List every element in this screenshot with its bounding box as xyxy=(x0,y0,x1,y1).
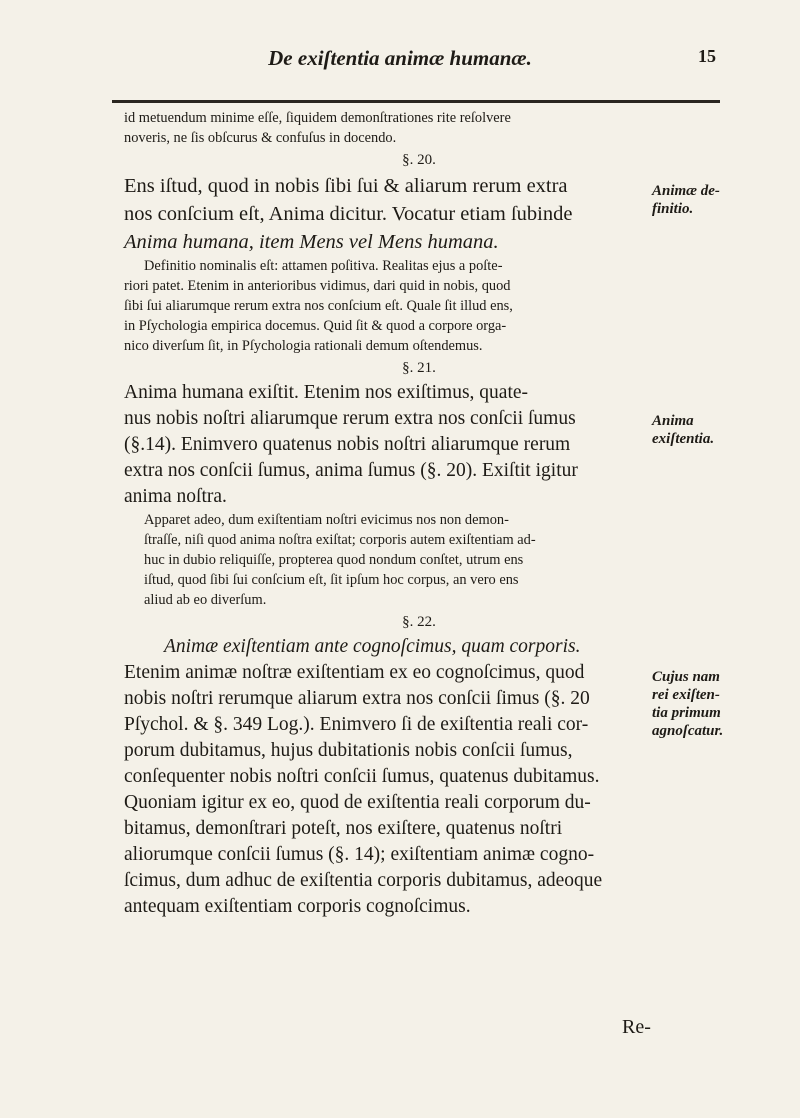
text-line: extra nos conſcii ſumus, anima ſumus (§. 20). Exiſtit igitur xyxy=(124,460,578,481)
text-line: Etenim animæ noſtræ exiſtentiam ex eo cognoſcimus, quod xyxy=(124,662,585,683)
catchword: Re- xyxy=(622,1016,651,1038)
margin-line: Anima xyxy=(652,413,694,429)
text-line: ſibi ſui aliarumque rerum extra nos conſcium eſt. Quale ſit illud ens, xyxy=(124,298,513,314)
text-line: iſtud, quod ſibi ſui conſcium eſt, ſit ipſum hoc corpus, an vero ens xyxy=(144,572,519,588)
page-body xyxy=(124,108,644,920)
margin-line: Cujus nam xyxy=(652,669,720,685)
text-line: conſequenter nobis noſtri conſcii ſumus, quatenus dubitamus. xyxy=(124,766,600,787)
text-line: Pſychol. & §. 349 Log.). Enimvero ſi de exiſtentia reali cor- xyxy=(124,714,589,735)
text-line: Definitio nominalis eſt: attamen poſitiva. Realitas ejus a poſte- xyxy=(144,258,503,274)
text-line: nobis noſtri rerumque aliarum extra nos conſcii ſimus (§. 20 xyxy=(124,688,590,709)
section-number-20: §. 20. xyxy=(402,152,436,168)
text-line: antequam exiſtentiam corporis cognoſcimus. xyxy=(124,896,471,917)
text-line: ſtraſſe, niſi quod anima noſtra exiſtat; corporis autem exiſtentiam ad- xyxy=(144,532,536,548)
margin-line: rei exiſten- xyxy=(652,687,720,703)
running-title: De exiſtentia animæ humanæ. xyxy=(268,46,532,70)
margin-note-first-known xyxy=(652,668,792,740)
note-20 xyxy=(124,256,644,356)
text-line: huc in dubio reliquiſſe, propterea quod nondum conſtet, utrum ens xyxy=(144,552,524,568)
note-21 xyxy=(124,510,644,610)
running-header xyxy=(0,46,800,76)
definition-21 xyxy=(124,380,644,510)
text-line: aliorumque conſcii ſumus (§. 14); exiſtentiam animæ cogno- xyxy=(124,844,595,865)
page-number: 15 xyxy=(698,46,716,66)
margin-line: exiſtentia. xyxy=(652,431,715,447)
text-line: nos conſcium eſt, Anima dicitur. Vocatur etiam ſubinde xyxy=(124,203,573,225)
margin-note-existence xyxy=(652,412,792,448)
text-line: aliud ab eo diverſum. xyxy=(144,592,267,608)
text-line: Ens iſtud, quod in nobis ſibi ſui & aliarum rerum extra xyxy=(124,175,568,197)
text-line: Anima humana exiſtit. Etenim nos exiſtimus, quate- xyxy=(124,382,529,403)
text-line: porum dubitamus, hujus dubitationis nobis conſcii ſumus, xyxy=(124,740,573,761)
section-number-21: §. 21. xyxy=(402,360,436,376)
definition-20 xyxy=(124,172,644,256)
text-line: id metuendum minime eſſe, ſiquidem demonſtrationes rite reſolvere xyxy=(124,110,511,126)
text-line: nico diverſum ſit, in Pſychologia rationali demum oſtendemus. xyxy=(124,338,483,354)
text-line: noveris, ne ſis obſcurus & confuſus in docendo. xyxy=(124,130,397,146)
definition-22 xyxy=(124,634,644,920)
text-line: nus nobis noſtri aliarumque rerum extra nos conſcii ſumus xyxy=(124,408,576,429)
text-line: ſcimus, dum adhuc de exiſtentia corporis dubitamus, adeoque xyxy=(124,870,603,891)
text-line: (§.14). Enimvero quatenus nobis noſtri aliarumque rerum xyxy=(124,434,571,455)
text-line: Animæ exiſtentiam ante cognoſcimus, quam corporis. xyxy=(164,636,581,657)
section-number-22: §. 22. xyxy=(402,614,436,630)
text-line: bitamus, demonſtrari poteſt, nos exiſtere, quatenus noſtri xyxy=(124,818,563,839)
text-line: Apparet adeo, dum exiſtentiam noſtri evicimus nos non demon- xyxy=(144,512,509,528)
text-line: Anima humana, item Mens vel Mens humana. xyxy=(124,231,499,253)
text-line: riori patet. Etenim in anterioribus vidimus, dari quid in nobis, quod xyxy=(124,278,511,294)
text-line: anima noſtra. xyxy=(124,486,227,507)
header-rule xyxy=(112,100,720,103)
margin-line: agnoſcatur. xyxy=(652,723,724,739)
margin-line: Animæ de- xyxy=(652,183,720,199)
paragraph-continuation xyxy=(124,108,644,148)
margin-line: finitio. xyxy=(652,201,694,217)
text-line: in Pſychologia empirica docemus. Quid ſit & quod a corpore orga- xyxy=(124,318,507,334)
margin-note-definition xyxy=(652,182,792,218)
text-line: Quoniam igitur ex eo, quod de exiſtentia reali corporum du- xyxy=(124,792,591,813)
margin-line: tia primum xyxy=(652,705,721,721)
